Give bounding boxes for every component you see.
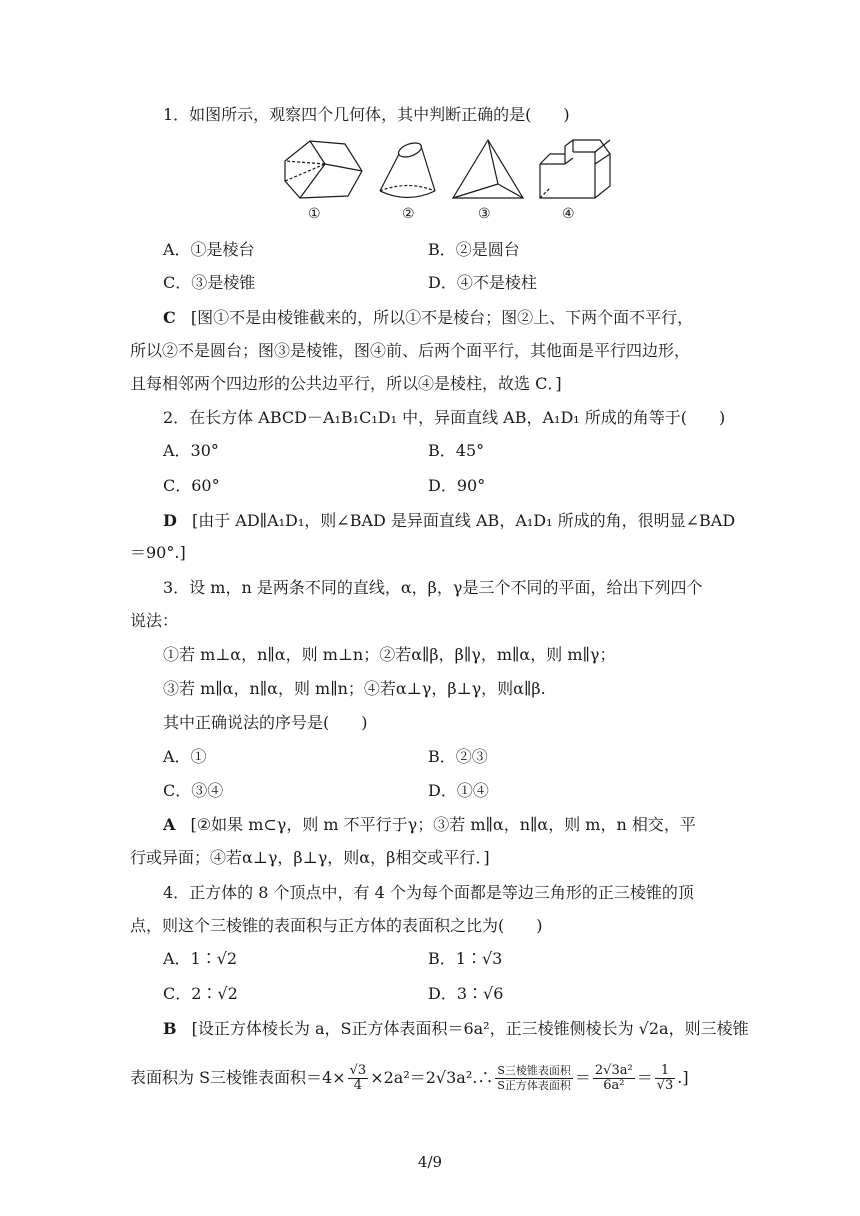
fraction-numerator: 1 [655, 1064, 676, 1079]
q3-explanation-line-2: 行或异面；④若α⊥γ，β⊥γ，则α，β相交或平行．] [130, 848, 490, 867]
q4-stem-line-2: 点，则这个三棱锥的表面积与正方体的表面积之比为( ) [130, 916, 543, 935]
q3-option-d: D．①④ [428, 781, 489, 800]
q1-option-a: A．①是棱台 [163, 240, 255, 259]
figure-1-polyhedron [285, 141, 362, 198]
q1-option-d: D．④不是棱柱 [428, 273, 537, 292]
q4-expl-part-d: ＝ [636, 1068, 653, 1087]
q2-explanation-line-2: ＝90°.] [130, 543, 186, 562]
page-number: 4/9 [417, 1153, 443, 1171]
q3-option-c: C．③④ [163, 781, 224, 800]
q3-option-a: A．① [163, 747, 207, 766]
q3-statement-1: ①若 m⊥α，n∥α，则 m⊥n；②若α∥β，β∥γ，m∥α，则 m∥γ； [163, 645, 616, 664]
q4-expl-part-e: .] [677, 1068, 689, 1087]
figure-1-label: ① [308, 206, 321, 222]
q2-stem: 2．在长方体 ABCD－A₁B₁C₁D₁ 中，异面直线 AB，A₁D₁ 所成的角等于( ) [163, 408, 726, 427]
q4-option-a: A．1∶√2 [163, 949, 238, 968]
q4-option-b: B．1∶√3 [428, 949, 503, 968]
fraction-denominator: 6a² [603, 1078, 625, 1093]
fraction-area-ratio [495, 1064, 573, 1093]
figure-2-cone-frustum [380, 140, 435, 197]
q4-option-d: D．3∶√6 [428, 984, 504, 1003]
q3-answer [163, 814, 696, 836]
q1-option-b: B．②是圆台 [428, 240, 520, 259]
q1-explanation-line-3: 且每相邻两个四边形的公共边平行，所以④是棱柱，故选 C．] [130, 374, 562, 393]
fraction-denominator: √3 [656, 1078, 674, 1093]
q1-option-c: C．③是棱锥 [163, 273, 256, 292]
q2-answer-letter: D [163, 511, 177, 530]
figure-2-label: ② [402, 206, 415, 222]
q3-question: 其中正确说法的序号是( ) [163, 713, 368, 732]
q4-expl-part-b: ×2a²＝2√3a².∴ [370, 1068, 494, 1087]
q4-expl-part-c: ＝ [574, 1068, 591, 1087]
fraction-denominator: 4 [353, 1078, 363, 1093]
q3-stem-line-2: 说法： [130, 611, 179, 630]
q1-explanation-line-1: [图①不是由棱锥截来的，所以①不是棱台；图②上、下两个面不平行， [190, 308, 694, 327]
q1-answer [163, 307, 693, 329]
q1-answer-letter: C [163, 308, 176, 327]
fraction-1-over-sqrt3 [655, 1064, 676, 1093]
q2-answer [163, 510, 735, 532]
figure-4-stepped-prism [540, 140, 610, 198]
q2-option-c: C．60° [163, 476, 220, 495]
q4-option-c: C．2∶√2 [163, 984, 238, 1003]
q2-option-d: D．90° [428, 476, 486, 495]
q3-stem-line-1: 3．设 m，n 是两条不同的直线，α，β，γ是三个不同的平面，给出下列四个 [163, 578, 703, 597]
figure-3-label: ③ [478, 206, 491, 222]
q4-answer-letter: B [163, 1019, 177, 1038]
q1-explanation-line-2: 所以②不是圆台；图③是棱锥，图④前、后两个面平行，其他面是平行四边形， [130, 341, 691, 360]
figure-3-pyramid [453, 140, 523, 198]
q4-explanation-line-1: [设正方体棱长为 a，S正方体表面积＝6a²，正三棱锥侧棱长为 √2a，则三棱锥 [191, 1019, 749, 1038]
q2-option-b: B．45° [428, 441, 485, 460]
figure-4-label: ④ [562, 206, 575, 222]
q4-expl-part-a: 表面积为 S三棱锥表面积＝4× [130, 1068, 346, 1087]
q4-answer [163, 1018, 749, 1040]
fraction-2sqrt3a2-over-6a2 [593, 1064, 635, 1093]
q4-explanation-line-2 [130, 1058, 689, 1098]
q4-stem-line-1: 4．正方体的 8 个顶点中，有 4 个为每个面都是等边三角形的正三棱锥的顶 [163, 883, 694, 902]
q2-explanation-line-1: [由于 AD∥A₁D₁，则∠BAD 是异面直线 AB，A₁D₁ 所成的角，很明显∠BAD [191, 511, 736, 530]
fraction-numerator: √3 [349, 1063, 367, 1078]
q2-option-a: A．30° [163, 441, 219, 460]
q3-explanation-line-1: [②如果 m⊂γ，则 m 不平行于γ；③若 m∥α，n∥α，则 m，n 相交，平 [190, 815, 696, 834]
q1-stem: 1．如图所示，观察四个几何体，其中判断正确的是( ) [163, 105, 570, 124]
q3-answer-letter: A [163, 815, 176, 834]
fraction-numerator: S三棱锥表面积 [497, 1064, 571, 1077]
fraction-numerator: 2√3a² [594, 1063, 633, 1078]
q3-statement-2: ③若 m∥α，n∥α，则 m∥n；④若α⊥γ，β⊥γ，则α∥β. [163, 679, 546, 698]
fraction-denominator: S正方体表面积 [497, 1079, 571, 1092]
fraction-sqrt3-over-4 [348, 1064, 369, 1093]
q3-option-b: B．②③ [428, 747, 488, 766]
